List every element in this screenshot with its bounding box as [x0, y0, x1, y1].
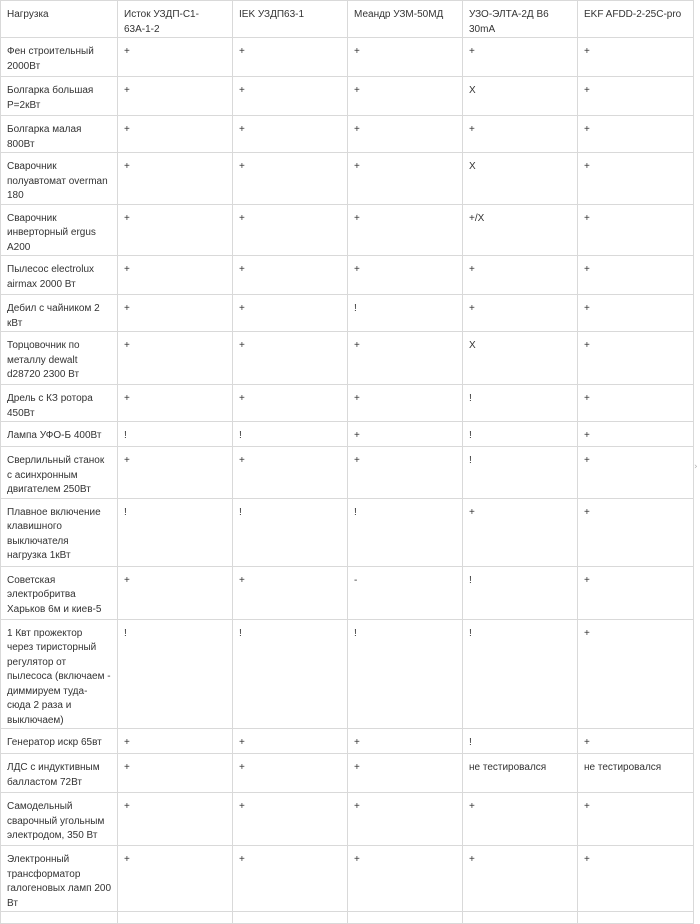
empty-cell	[463, 912, 578, 924]
result-cell: +	[463, 256, 578, 295]
result-cell: +	[578, 295, 694, 332]
result-cell: !	[233, 498, 348, 566]
table-row	[1, 153, 694, 205]
result-cell: +	[348, 447, 463, 499]
result-cell: +	[348, 754, 463, 793]
result-cell: +	[578, 447, 694, 499]
result-cell: !	[118, 619, 233, 729]
result-cell: !	[463, 422, 578, 447]
result-cell: +	[578, 256, 694, 295]
result-cell: +	[233, 332, 348, 385]
result-cell: !	[463, 385, 578, 422]
result-cell: -	[348, 566, 463, 619]
result-cell: +	[348, 38, 463, 77]
result-cell: !	[348, 295, 463, 332]
header-cell: Меандр УЗМ-50МД	[348, 1, 463, 38]
header-cell: Нагрузка	[1, 1, 118, 38]
table-row	[1, 498, 694, 566]
load-name-cell: 1 Квт прожектор через тиристорный регулятор от пылесоса (включаем - диммируем туда-сюда 2 раза и выключаем)	[1, 619, 118, 729]
result-cell: +	[578, 422, 694, 447]
result-cell: +	[463, 116, 578, 153]
result-cell: !	[463, 447, 578, 499]
empty-cell	[118, 912, 233, 924]
result-cell: Х	[463, 77, 578, 116]
empty-cell	[348, 912, 463, 924]
load-name-cell: ЛДС с индуктивным балластом 72Вт	[1, 754, 118, 793]
result-cell: +	[233, 385, 348, 422]
result-cell: +	[118, 153, 233, 205]
table-row	[1, 447, 694, 499]
empty-cell	[578, 912, 694, 924]
result-cell: +	[578, 846, 694, 912]
result-cell: +	[578, 77, 694, 116]
result-cell: +	[233, 295, 348, 332]
result-cell: +	[118, 116, 233, 153]
load-name-cell: Электронный трансформатор галогеновых ламп 200 Вт	[1, 846, 118, 912]
result-cell: +	[233, 38, 348, 77]
result-cell: +	[233, 153, 348, 205]
result-cell: +	[118, 385, 233, 422]
result-cell: +	[578, 729, 694, 754]
result-cell: +	[348, 77, 463, 116]
result-cell: +	[348, 332, 463, 385]
header-cell: Исток УЗДП-С1-63А-1-2	[118, 1, 233, 38]
result-cell: +	[118, 793, 233, 846]
table-row	[1, 385, 694, 422]
result-cell: +	[348, 153, 463, 205]
result-cell: +	[348, 846, 463, 912]
result-cell: +	[233, 447, 348, 499]
table-row	[1, 793, 694, 846]
load-name-cell: Болгарка малая 800Вт	[1, 116, 118, 153]
result-cell: +	[348, 729, 463, 754]
load-name-cell: Торцовочник по металлу dewalt d28720 2300 Вт	[1, 332, 118, 385]
result-cell: +	[578, 385, 694, 422]
load-name-cell: Пылесос electrolux airmax 2000 Вт	[1, 256, 118, 295]
table-row	[1, 566, 694, 619]
result-cell: +	[463, 498, 578, 566]
load-name-cell: Сверлильный станок с асинхронным двигателем 250Вт	[1, 447, 118, 499]
result-cell: !	[348, 619, 463, 729]
result-cell: +	[463, 38, 578, 77]
load-name-cell: Сварочник инверторный ergus А200	[1, 204, 118, 256]
result-cell: +	[578, 793, 694, 846]
table-row	[1, 77, 694, 116]
result-cell: +	[118, 77, 233, 116]
result-cell: +	[118, 38, 233, 77]
load-name-cell: Генератор искр 65вт	[1, 729, 118, 754]
load-name-cell: Дебил с чайником 2 кВт	[1, 295, 118, 332]
result-cell: +	[118, 256, 233, 295]
result-cell: +	[118, 566, 233, 619]
result-cell: +	[348, 256, 463, 295]
result-cell: +	[578, 566, 694, 619]
load-name-cell: Самодельный сварочный угольным электродом, 350 Вт	[1, 793, 118, 846]
scroll-edge-indicator: ›	[694, 462, 698, 472]
load-name-cell: Дрель с КЗ ротора 450Вт	[1, 385, 118, 422]
result-cell: +/Х	[463, 204, 578, 256]
result-cell: +	[118, 447, 233, 499]
result-cell: +	[233, 204, 348, 256]
result-cell: !	[118, 498, 233, 566]
table-row	[1, 116, 694, 153]
result-cell: Х	[463, 153, 578, 205]
table-body	[1, 1, 694, 924]
result-cell: +	[118, 332, 233, 385]
result-cell: +	[233, 729, 348, 754]
load-name-cell: Плавное включение клавишного выключателя нагрузка 1кВт	[1, 498, 118, 566]
table-row	[1, 619, 694, 729]
result-cell: +	[348, 204, 463, 256]
table-row	[1, 846, 694, 912]
result-cell: +	[233, 846, 348, 912]
header-cell: УЗО-ЭЛТА-2Д В6 30mA	[463, 1, 578, 38]
table-row	[1, 38, 694, 77]
header-cell: IEK УЗДП63-1	[233, 1, 348, 38]
result-cell: +	[233, 256, 348, 295]
load-name-cell: Советская электробритва Харьков 6м и киев-5	[1, 566, 118, 619]
result-cell: Х	[463, 332, 578, 385]
result-cell: +	[578, 204, 694, 256]
result-cell: +	[233, 116, 348, 153]
result-cell: +	[233, 754, 348, 793]
result-cell: +	[578, 619, 694, 729]
result-cell: +	[348, 385, 463, 422]
result-cell: +	[233, 77, 348, 116]
result-cell: не тестировался	[578, 754, 694, 793]
table-row	[1, 204, 694, 256]
result-cell: не тестировался	[463, 754, 578, 793]
load-name-cell: Фен строительный 2000Вт	[1, 38, 118, 77]
empty-cell	[233, 912, 348, 924]
result-cell: +	[348, 793, 463, 846]
result-cell: +	[463, 846, 578, 912]
result-cell: +	[118, 729, 233, 754]
empty-cell	[1, 912, 118, 924]
result-cell: +	[348, 422, 463, 447]
load-name-cell: Лампа УФО-Б 400Вт	[1, 422, 118, 447]
result-cell: +	[578, 116, 694, 153]
result-cell: +	[233, 793, 348, 846]
table-row	[1, 295, 694, 332]
result-cell: +	[348, 116, 463, 153]
result-cell: !	[118, 422, 233, 447]
result-cell: !	[463, 729, 578, 754]
header-row	[1, 1, 694, 38]
result-cell: +	[118, 295, 233, 332]
result-cell: +	[578, 332, 694, 385]
table-row	[1, 332, 694, 385]
table-row	[1, 729, 694, 754]
result-cell: +	[233, 566, 348, 619]
load-name-cell: Болгарка большая Р=2кВт	[1, 77, 118, 116]
table-row	[1, 754, 694, 793]
result-cell: +	[118, 204, 233, 256]
header-cell: EKF AFDD-2-25C-pro	[578, 1, 694, 38]
load-name-cell: Сварочник полуавтомат overman 180	[1, 153, 118, 205]
result-cell: !	[233, 619, 348, 729]
result-cell: +	[118, 754, 233, 793]
result-cell: +	[463, 295, 578, 332]
result-cell: !	[348, 498, 463, 566]
result-cell: +	[578, 38, 694, 77]
result-cell: !	[233, 422, 348, 447]
result-cell: !	[463, 566, 578, 619]
table-row	[1, 256, 694, 295]
result-cell: +	[463, 793, 578, 846]
table-row-partial	[1, 912, 694, 924]
result-cell: +	[578, 498, 694, 566]
table-row	[1, 422, 694, 447]
result-cell: !	[463, 619, 578, 729]
result-cell: +	[118, 846, 233, 912]
result-cell: +	[578, 153, 694, 205]
